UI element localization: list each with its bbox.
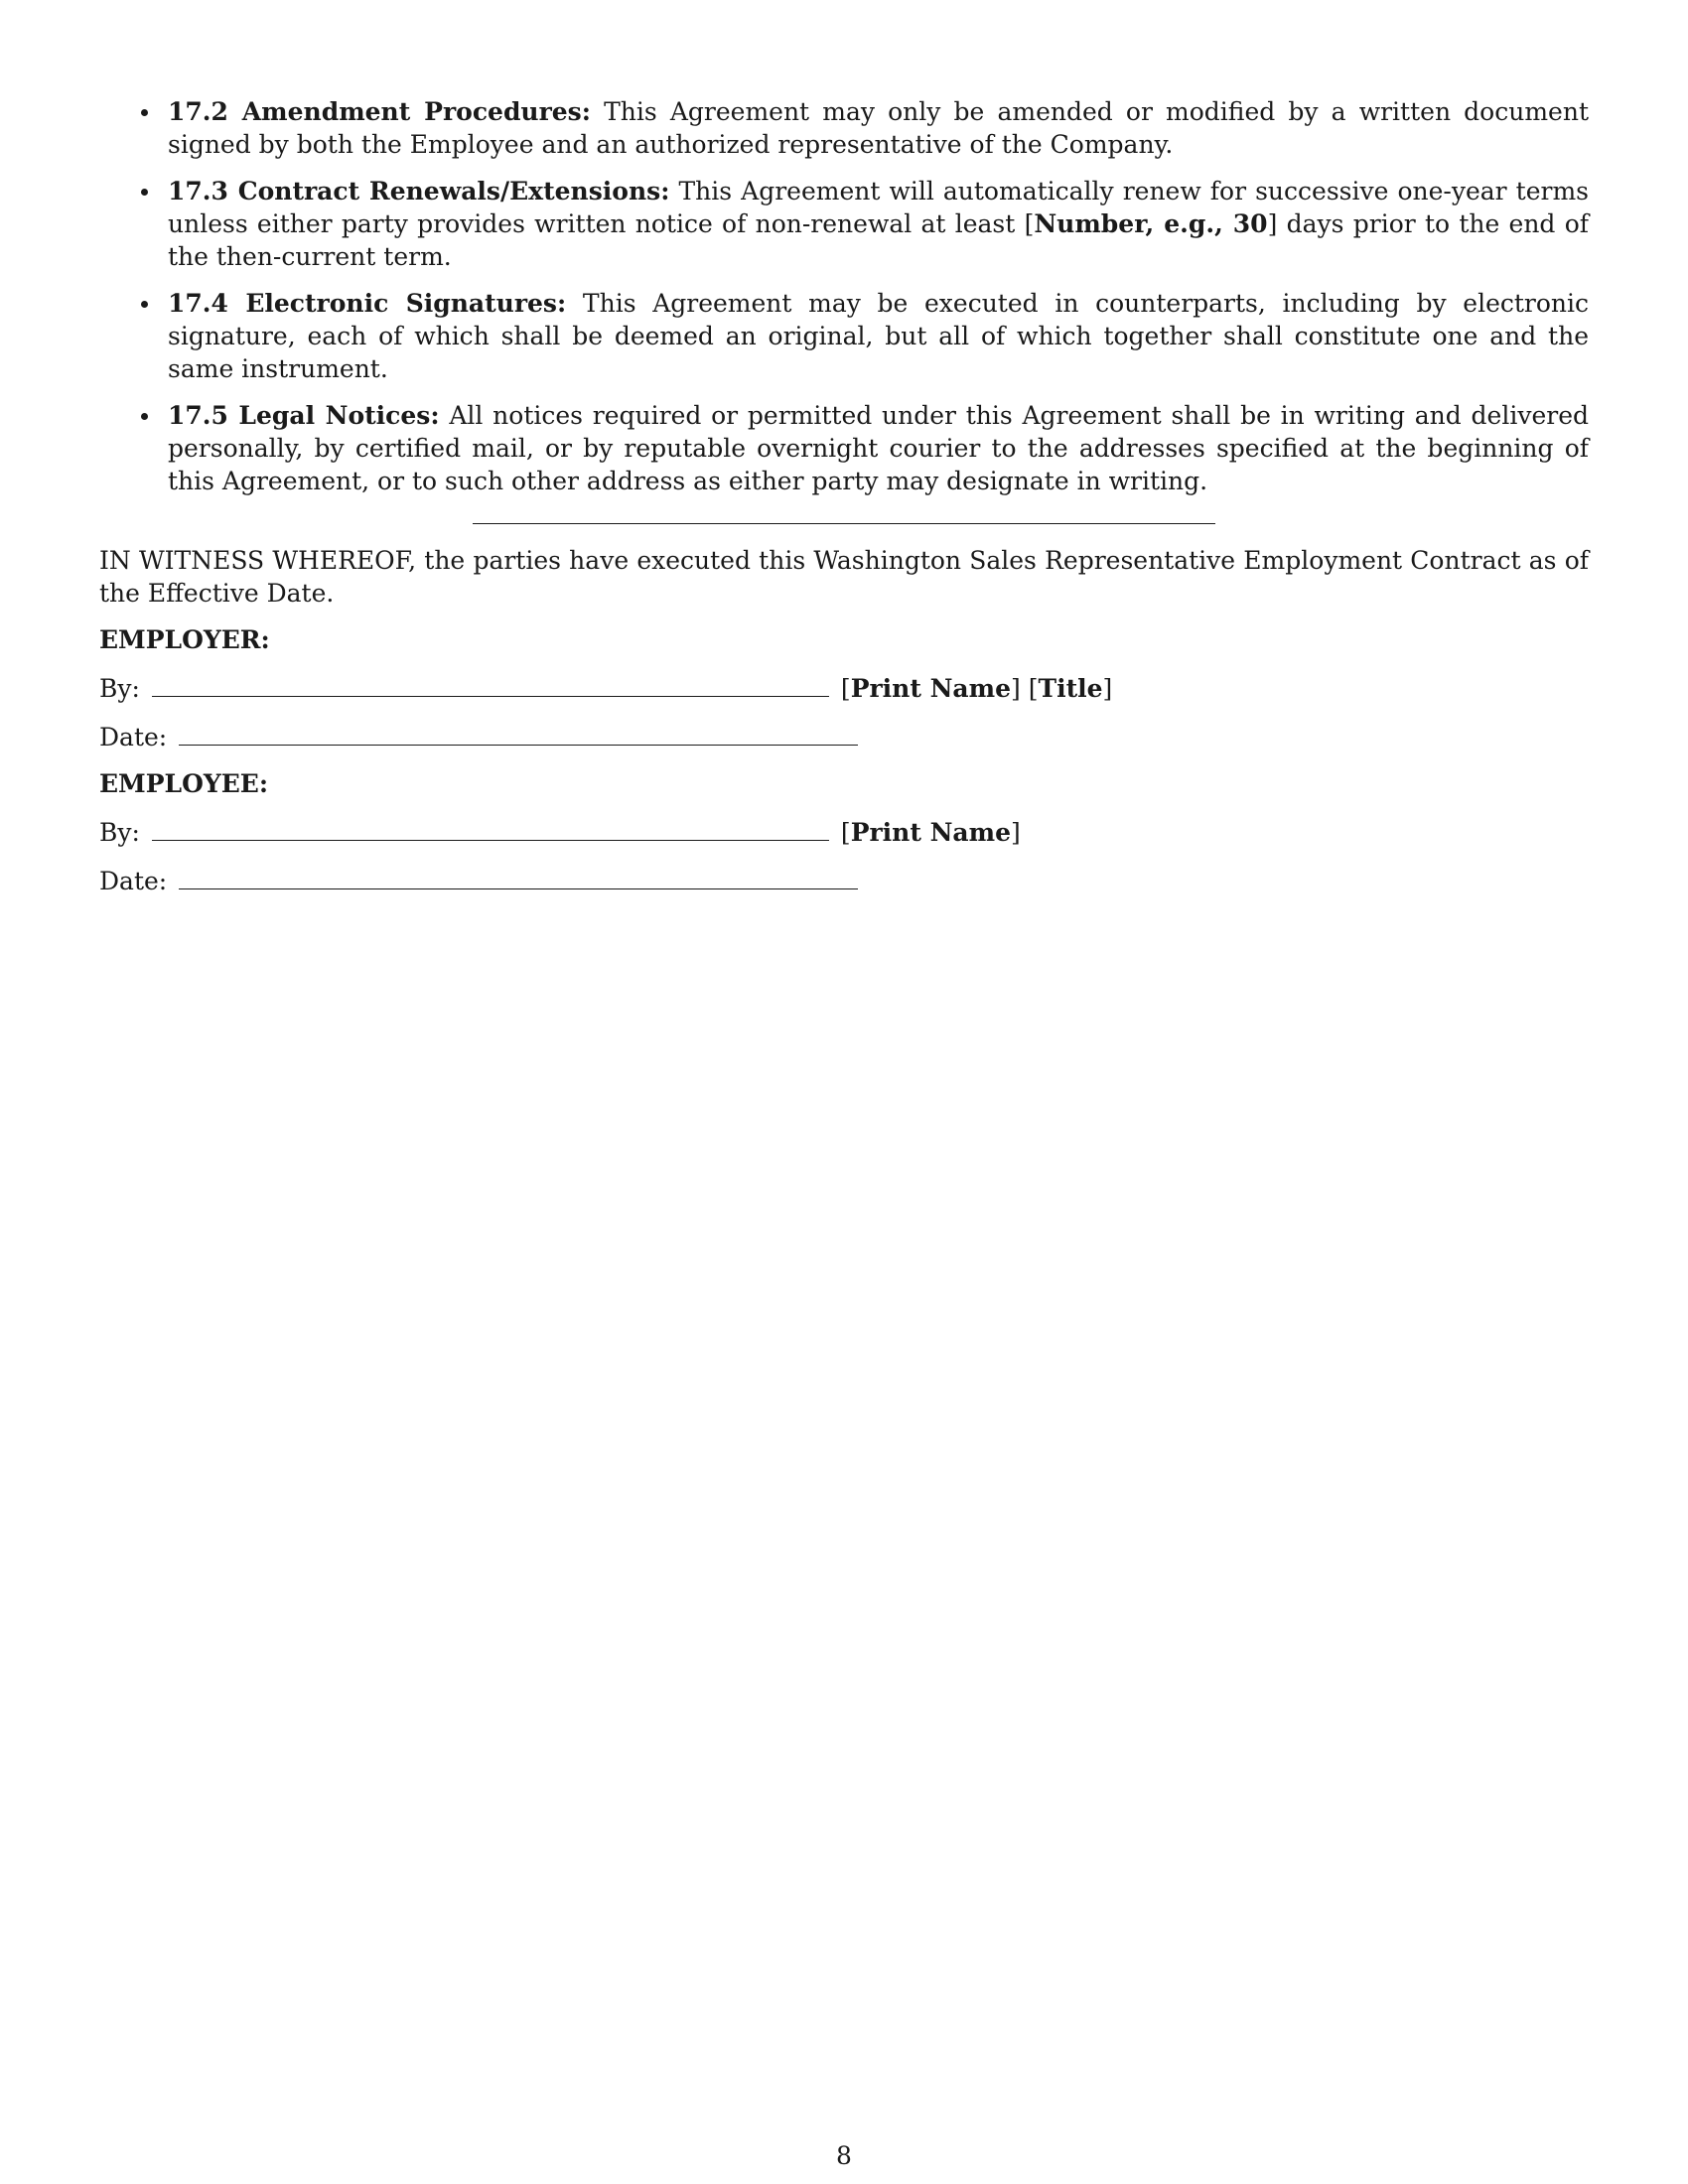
employer-date-line xyxy=(99,721,1589,753)
clause-text: This Agreement will automatically renew for successive one-year terms unless either party provides written notice of non-renewal at least [ xyxy=(168,177,1589,238)
clause-text: All notices required or permitted under this Agreement shall be in writing and delivered personally, by certified mail, or by reputable overnight courier to the addresses specified at the beginning of this Agreement, or to such other address as either party may designate in writing. xyxy=(168,401,1589,495)
employee-date-line xyxy=(99,865,1589,897)
clause-text: This Agreement may only be amended or modified by a written document signed by both the Employee and an authorized representative of the Company. xyxy=(168,97,1589,159)
employer-label: EMPLOYER: xyxy=(99,625,270,654)
clause-17-3 xyxy=(99,175,1589,273)
clause-list xyxy=(99,95,1589,497)
section-divider xyxy=(473,523,1215,524)
clause-17-4 xyxy=(99,287,1589,385)
employee-signature-line: By: [Print Name] xyxy=(99,818,1021,847)
clause-17-2 xyxy=(99,95,1589,161)
clause-heading: 17.2 Amendment Procedures: xyxy=(168,97,591,126)
clause-text: ] days prior to the end of the then-current term. xyxy=(168,209,1589,271)
renewal-notice-placeholder: Number, e.g., 30 xyxy=(1034,209,1268,238)
date-label: Date: xyxy=(99,723,168,751)
clause-heading: 17.3 Contract Renewals/Extensions: xyxy=(168,177,670,205)
clause-text: This Agreement may be executed in counterparts, including by electronic signature, each of which shall be deemed an original, but all of which together shall constitute one and the same instrument. xyxy=(168,289,1590,383)
clause-heading: 17.4 Electronic Signatures: xyxy=(168,289,567,318)
document-page xyxy=(99,95,1589,897)
employee-label: EMPLOYEE: xyxy=(99,769,269,798)
employee-signature-field[interactable] xyxy=(152,818,829,841)
employer-signature-line: By: [Print Name] [Title] xyxy=(99,674,1113,703)
witness-statement: IN WITNESS WHEREOF, the parties have executed this Washington Sales Representative Employment Contract as of the Effective Date. xyxy=(99,546,1589,608)
employee-date-field[interactable] xyxy=(179,867,858,889)
employer-signature-field[interactable] xyxy=(152,674,829,697)
by-label: By: xyxy=(99,818,140,847)
date-label: Date: xyxy=(99,867,168,895)
clause-heading: 17.5 Legal Notices: xyxy=(168,401,440,430)
clause-17-5 xyxy=(99,399,1589,497)
page-number: 8 xyxy=(836,2141,852,2170)
employer-title-field: Title xyxy=(1038,674,1103,703)
employer-print-name-field: Print Name xyxy=(850,674,1011,703)
employer-date-field[interactable] xyxy=(179,723,858,746)
employee-print-name-field: Print Name xyxy=(850,818,1011,847)
by-label: By: xyxy=(99,674,140,703)
